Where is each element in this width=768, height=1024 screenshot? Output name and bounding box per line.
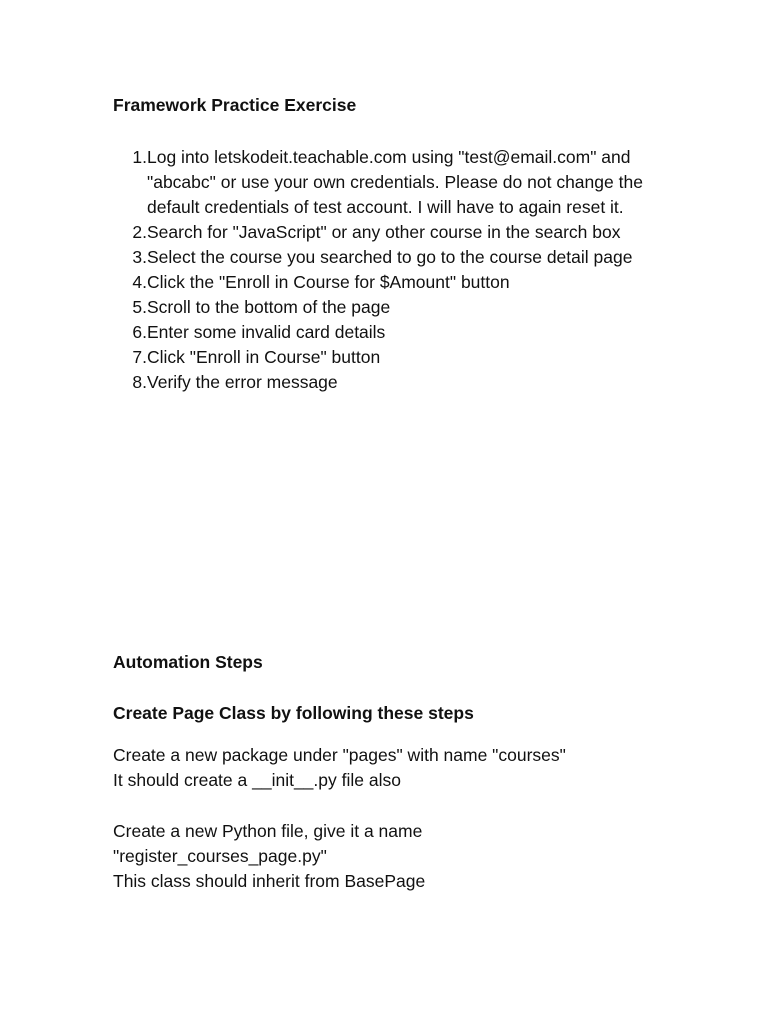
step-text: Log into letskodeit.teachable.com using "test@email.com" and "abcabc" or use your own credentials. Please do not change the default credentials of test account. I will have to again reset it. [147,147,643,217]
step-number: 5. [132,297,147,317]
list-item [113,220,673,245]
page-class-heading: Create Page Class by following these steps [113,703,474,723]
list-item [113,270,673,295]
step-number: 2. [132,222,147,242]
paragraph-line: It should create a __init__.py file also [113,770,401,790]
automation-steps-heading: Automation Steps [113,652,263,672]
step-text: Enter some invalid card details [147,322,386,342]
paragraph-line: "register_courses_page.py" [113,846,327,866]
step-text: Click "Enroll in Course" button [147,347,381,367]
package-paragraph [113,743,673,793]
exercise-steps-list [113,145,673,395]
list-item [113,320,673,345]
exercise-title: Framework Practice Exercise [113,95,357,115]
paragraph-line: This class should inherit from BasePage [113,871,426,891]
step-text: Scroll to the bottom of the page [147,297,391,317]
list-item [113,370,673,395]
step-text: Verify the error message [147,372,338,392]
list-item [113,245,673,270]
step-number: 7. [132,347,147,367]
paragraph-line: Create a new package under "pages" with name "courses" [113,745,566,765]
step-number: 1. [132,147,147,167]
step-number: 4. [132,272,147,292]
paragraph-line: Create a new Python file, give it a name [113,821,423,841]
step-text: Select the course you searched to go to the course detail page [147,247,633,267]
list-item [113,345,673,370]
list-item [113,145,673,220]
step-number: 6. [132,322,147,342]
step-text: Click the "Enroll in Course for $Amount" button [147,272,510,292]
step-number: 8. [132,372,147,392]
list-item [113,295,673,320]
python-file-paragraph [113,819,673,894]
step-number: 3. [132,247,147,267]
step-text: Search for "JavaScript" or any other course in the search box [147,222,621,242]
